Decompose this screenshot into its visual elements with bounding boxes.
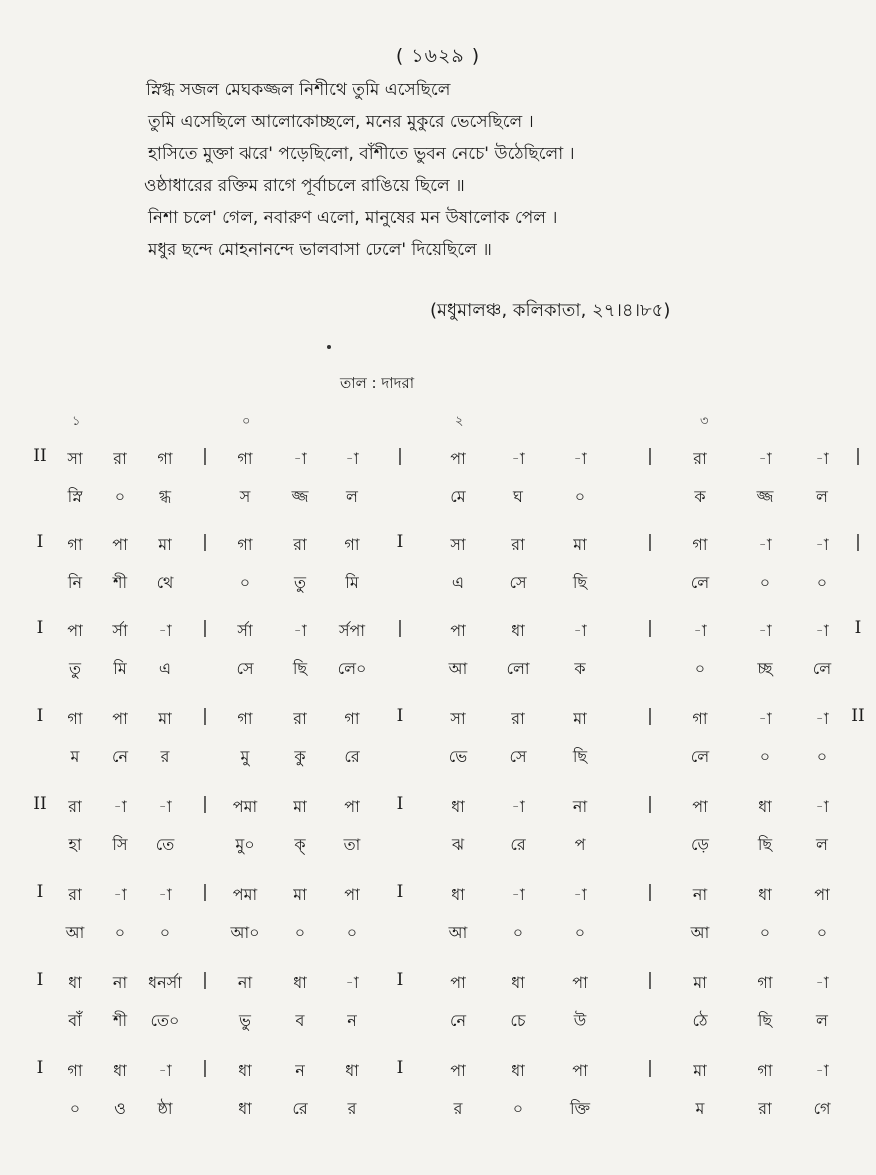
lyric-line: মধুর ছন্দে মোহনানন্দে ভালবাসা ঢেলে' দিয়েছিলে ॥ (148, 240, 492, 260)
swar-note: পমা (232, 885, 258, 904)
swar-note: -া (511, 449, 525, 468)
swar-note: সা (450, 709, 466, 728)
lyric-syllable: স (239, 487, 251, 506)
swar-note: রা (293, 535, 307, 554)
bar-line: | (647, 970, 653, 990)
swar-note: -া (573, 621, 587, 640)
lyric-syllable: ০ (574, 923, 586, 942)
lyric-syllable: ০ (294, 923, 306, 942)
lyric-syllable: থে (156, 573, 174, 592)
lyric-syllable: ও (114, 1099, 126, 1118)
lyric-syllable: ০ (759, 747, 771, 766)
lyric-syllable: র (347, 1099, 357, 1118)
swar-note: ধা (68, 973, 82, 992)
lyric-syllable: ক্তি (569, 1099, 591, 1118)
swar-note: -া (158, 621, 172, 640)
lyric-syllable: ড়ে (691, 835, 709, 854)
lyric-syllable: ০ (816, 747, 828, 766)
bar-line: | (647, 706, 653, 726)
bar-line: I (36, 706, 44, 726)
bar-line: | (397, 446, 403, 466)
beat-marker: ৩ (700, 414, 709, 429)
swar-note: -া (158, 885, 172, 904)
swar-note: -া (815, 797, 829, 816)
lyric-syllable: ঘ (513, 487, 523, 506)
swar-note: -া (158, 1061, 172, 1080)
notation-row (0, 618, 876, 688)
lyric-syllable: হা (68, 835, 82, 854)
lyric-syllable: ভু (239, 1011, 251, 1030)
swar-note: রা (511, 709, 525, 728)
swar-note: -া (511, 885, 525, 904)
swar-note: পা (572, 1061, 588, 1080)
bar-line: | (202, 618, 208, 638)
lyric-syllable: ০ (759, 923, 771, 942)
lyric-syllable: ম (695, 1099, 705, 1118)
lyric-syllable: বাঁ (68, 1011, 82, 1030)
lyric-syllable: ০ (114, 487, 126, 506)
swar-note: ন (295, 1061, 305, 1080)
bar-line: | (647, 446, 653, 466)
swar-note: -া (511, 797, 525, 816)
swar-note: -া (293, 621, 307, 640)
swar-note: পা (450, 449, 466, 468)
swar-note: -া (815, 973, 829, 992)
swar-note: গা (344, 709, 360, 728)
lyric-syllable: ০ (759, 573, 771, 592)
swar-note: গা (757, 973, 773, 992)
swar-note: -া (758, 449, 772, 468)
lyric-syllable: নি (67, 573, 83, 592)
page-number: ( ১৬২৯ ) (395, 45, 481, 67)
swar-note: -া (345, 449, 359, 468)
swar-note: না (572, 797, 588, 816)
lyric-syllable: ল (816, 835, 828, 854)
swar-note: সা (67, 449, 83, 468)
bar-line: | (855, 446, 861, 466)
bar-line: II (851, 706, 865, 726)
bar-line: | (855, 532, 861, 552)
lyric-syllable: চে (510, 1011, 526, 1030)
lyric-syllable: প (574, 835, 586, 854)
lyric-syllable: আ (690, 923, 710, 942)
swar-note: -া (113, 797, 127, 816)
lyric-syllable: তে (155, 835, 175, 854)
swar-note: -া (693, 621, 707, 640)
lyric-syllable: রে (344, 747, 360, 766)
swar-note: রা (511, 535, 525, 554)
swar-note: গা (67, 1061, 83, 1080)
swar-note: -া (113, 885, 127, 904)
lyric-syllable: ল (816, 1011, 828, 1030)
swar-note: ধা (113, 1061, 127, 1080)
swar-note: -া (293, 449, 307, 468)
swar-note: মা (293, 797, 307, 816)
lyric-syllable: নে (449, 1011, 467, 1030)
swar-note: মা (158, 535, 172, 554)
swar-note: ধা (451, 885, 465, 904)
lyric-syllable: লে০ (337, 659, 367, 678)
lyric-syllable: তা (343, 835, 361, 854)
bar-line: I (396, 794, 404, 814)
notation-row (0, 1058, 876, 1128)
swar-note: গা (157, 449, 173, 468)
swar-note: গা (67, 709, 83, 728)
lyric-syllable: সে (509, 747, 527, 766)
swar-note: -া (815, 621, 829, 640)
notation-row (0, 446, 876, 516)
lyric-syllable: ০ (574, 487, 586, 506)
swar-note: -া (573, 885, 587, 904)
swar-note: ধা (345, 1061, 359, 1080)
lyric-syllable: জ্জ (756, 487, 774, 506)
swar-note: ধা (758, 797, 772, 816)
bar-line: I (36, 532, 44, 552)
lyric-syllable: গ্ধ (158, 487, 172, 506)
swar-note: পা (344, 797, 360, 816)
lyric-syllable: রা (758, 1099, 772, 1118)
lyric-syllable: মি (113, 659, 127, 678)
swar-note: ধা (511, 973, 525, 992)
lyric-line: নিশা চলে' গেল, নবারুণ এলো, মানুষের মন উষালোক পেল । (148, 208, 558, 228)
lyric-syllable: আ (65, 923, 85, 942)
lyric-syllable: মু (240, 747, 250, 766)
lyric-syllable: ভে (448, 747, 468, 766)
beat-marker: ১ (72, 414, 81, 429)
tala-heading: তাল : দাদরা (340, 374, 415, 392)
swar-note: -া (815, 535, 829, 554)
lyric-syllable: ০ (346, 923, 358, 942)
swar-note: মা (573, 535, 587, 554)
bar-line: I (396, 970, 404, 990)
lyric-syllable: শী (112, 1011, 128, 1030)
bar-line: | (202, 446, 208, 466)
lyric-syllable: মু০ (235, 835, 255, 854)
bar-line: I (36, 618, 44, 638)
swar-note: ধা (238, 1061, 252, 1080)
swar-note: পা (344, 885, 360, 904)
swar-note: মা (158, 709, 172, 728)
bar-line: | (202, 706, 208, 726)
bar-line: I (396, 532, 404, 552)
lyric-syllable: ০ (816, 923, 828, 942)
lyric-syllable: ০ (816, 573, 828, 592)
swar-note: রা (693, 449, 707, 468)
swar-note: -া (345, 973, 359, 992)
swar-note: না (112, 973, 128, 992)
swar-note: ধা (758, 885, 772, 904)
swar-note: পা (450, 1061, 466, 1080)
lyric-syllable: ০ (512, 923, 524, 942)
swar-note: মা (693, 1061, 707, 1080)
swar-note: ধা (293, 973, 307, 992)
lyric-syllable: তে০ (150, 1011, 180, 1030)
swar-note: র্সা (112, 621, 128, 640)
swar-note: রা (68, 885, 82, 904)
notation-row (0, 794, 876, 864)
lyric-line: তুমি এসেছিলে আলোকোচ্ছলে, মনের মুকুরে ভেসেছিলে । (148, 112, 534, 132)
swar-note: -া (573, 449, 587, 468)
swar-note: -া (158, 797, 172, 816)
lyric-syllable: এ (451, 573, 465, 592)
lyric-syllable: ধা (238, 1099, 252, 1118)
swar-note: ধা (451, 797, 465, 816)
bar-line: I (36, 1058, 44, 1078)
lyric-syllable: ন (347, 1011, 357, 1030)
swar-note: গা (237, 535, 253, 554)
bar-line: | (647, 618, 653, 638)
lyric-syllable: শী (112, 573, 128, 592)
bar-line: | (647, 794, 653, 814)
swar-note: রা (68, 797, 82, 816)
lyric-syllable: আ০ (230, 923, 260, 942)
notation-row (0, 970, 876, 1040)
lyric-syllable: আ (448, 923, 468, 942)
bar-line: | (647, 532, 653, 552)
swar-note: ধনর্সা (148, 973, 182, 992)
swar-note: গা (757, 1061, 773, 1080)
lyric-syllable: ০ (694, 659, 706, 678)
notation-row (0, 532, 876, 602)
lyric-syllable: সে (236, 659, 254, 678)
swar-note: পা (450, 621, 466, 640)
lyric-syllable: কু (294, 747, 306, 766)
swar-note: ধা (511, 621, 525, 640)
bar-line: I (396, 882, 404, 902)
lyric-syllable: ল (346, 487, 358, 506)
lyric-syllable: ম (70, 747, 80, 766)
swar-note: গা (237, 709, 253, 728)
lyric-line: ওষ্ঠাধারের রক্তিম রাগে পূর্বাচলে রাঙিয়ে ছিলে ॥ (144, 176, 465, 196)
swar-note: র্সপা (338, 621, 366, 640)
lyric-syllable: ক (694, 487, 706, 506)
swar-note: মা (693, 973, 707, 992)
bar-line: | (202, 882, 208, 902)
beat-marker: ২ (455, 414, 464, 429)
bar-line: | (647, 882, 653, 902)
bar-line: | (647, 1058, 653, 1078)
bar-line: II (33, 794, 47, 814)
lyric-syllable: ক (574, 659, 586, 678)
swar-note: -া (815, 709, 829, 728)
swar-note: গা (692, 535, 708, 554)
lyric-syllable: সি (112, 835, 128, 854)
swar-note: পা (67, 621, 83, 640)
lyric-syllable: রে (292, 1099, 308, 1118)
lyric-syllable: লে (690, 573, 710, 592)
lyric-syllable: ষ্ঠা (157, 1099, 173, 1118)
lyric-syllable: ০ (159, 923, 171, 942)
lyric-syllable: উ (573, 1011, 587, 1030)
lyric-syllable: জ্জ (291, 487, 309, 506)
swar-note: গা (67, 535, 83, 554)
lyric-syllable: স্নি (67, 487, 83, 506)
swar-note: গা (692, 709, 708, 728)
lyric-syllable: এ (158, 659, 172, 678)
lyric-syllable: চ্ছ (757, 659, 773, 678)
lyric-syllable: সে (509, 573, 527, 592)
bar-line: I (36, 882, 44, 902)
swar-note: -া (815, 449, 829, 468)
bar-line: I (396, 1058, 404, 1078)
bar-line: I (36, 970, 44, 990)
swar-note: -া (758, 535, 772, 554)
lyric-syllable: মে (450, 487, 466, 506)
lyric-syllable: রে (510, 835, 526, 854)
swar-note: মা (573, 709, 587, 728)
bar-line: | (202, 794, 208, 814)
swar-note: মা (293, 885, 307, 904)
bar-line: I (854, 618, 862, 638)
swar-note: ধা (511, 1061, 525, 1080)
notation-row (0, 882, 876, 952)
lyric-syllable: তু (293, 573, 307, 592)
swar-note: পা (692, 797, 708, 816)
lyric-syllable: গে (813, 1099, 831, 1118)
lyric-syllable: ছি (572, 747, 588, 766)
lyric-syllable: ছি (757, 835, 773, 854)
swar-note: গা (344, 535, 360, 554)
swar-note: গা (237, 449, 253, 468)
bar-line: | (202, 970, 208, 990)
swar-note: রা (293, 709, 307, 728)
source-citation: (মধুমালঞ্চ, কলিকাতা, ২৭।৪।৮৫) (430, 300, 671, 321)
swar-note: পা (450, 973, 466, 992)
lyric-syllable: ০ (69, 1099, 81, 1118)
lyric-syllable: র (160, 747, 170, 766)
lyric-syllable: ০ (239, 573, 251, 592)
lyric-syllable: নে (111, 747, 129, 766)
lyric-syllable: ল (816, 487, 828, 506)
swar-note: সা (450, 535, 466, 554)
swar-note: না (692, 885, 708, 904)
beat-marker: ০ (242, 414, 251, 429)
lyric-syllable: ঠে (692, 1011, 708, 1030)
swar-note: -া (815, 1061, 829, 1080)
swar-note: রা (113, 449, 127, 468)
swar-note: পা (814, 885, 830, 904)
lyric-syllable: ছি (757, 1011, 773, 1030)
bar-line: II (33, 446, 47, 466)
lyric-syllable: ক্ (294, 835, 306, 854)
swar-note: র্সা (237, 621, 253, 640)
lyric-syllable: তু (68, 659, 82, 678)
lyric-syllable: লে (690, 747, 710, 766)
lyric-syllable: ০ (114, 923, 126, 942)
swar-note: -া (758, 621, 772, 640)
bar-line: | (202, 532, 208, 552)
lyric-syllable: ঝ (451, 835, 465, 854)
lyric-syllable: র (453, 1099, 463, 1118)
lyric-syllable: ০ (512, 1099, 524, 1118)
swar-note: পমা (232, 797, 258, 816)
swar-note: -া (758, 709, 772, 728)
notation-row (0, 706, 876, 776)
lyric-line: হাসিতে মুক্তা ঝরে' পড়েছিলো, বাঁশীতে ভুবন নেচে' উঠেছিলো । (148, 144, 575, 164)
lyric-syllable: লো (506, 659, 530, 678)
swar-note: পা (572, 973, 588, 992)
lyric-syllable: মি (345, 573, 359, 592)
lyric-syllable: ছি (572, 573, 588, 592)
bar-line: | (397, 618, 403, 638)
swar-note: পা (112, 709, 128, 728)
bar-line: I (396, 706, 404, 726)
lyric-syllable: ব (295, 1011, 305, 1030)
lyric-syllable: আ (448, 659, 468, 678)
bar-line: | (202, 1058, 208, 1078)
lyric-syllable: লে (812, 659, 832, 678)
lyric-line: স্নিগ্ধ সজল মেঘকজ্জল নিশীথে তুমি এসেছিলে (146, 80, 451, 100)
swar-note: পা (112, 535, 128, 554)
swar-note: না (237, 973, 253, 992)
lyric-syllable: ছি (292, 659, 308, 678)
